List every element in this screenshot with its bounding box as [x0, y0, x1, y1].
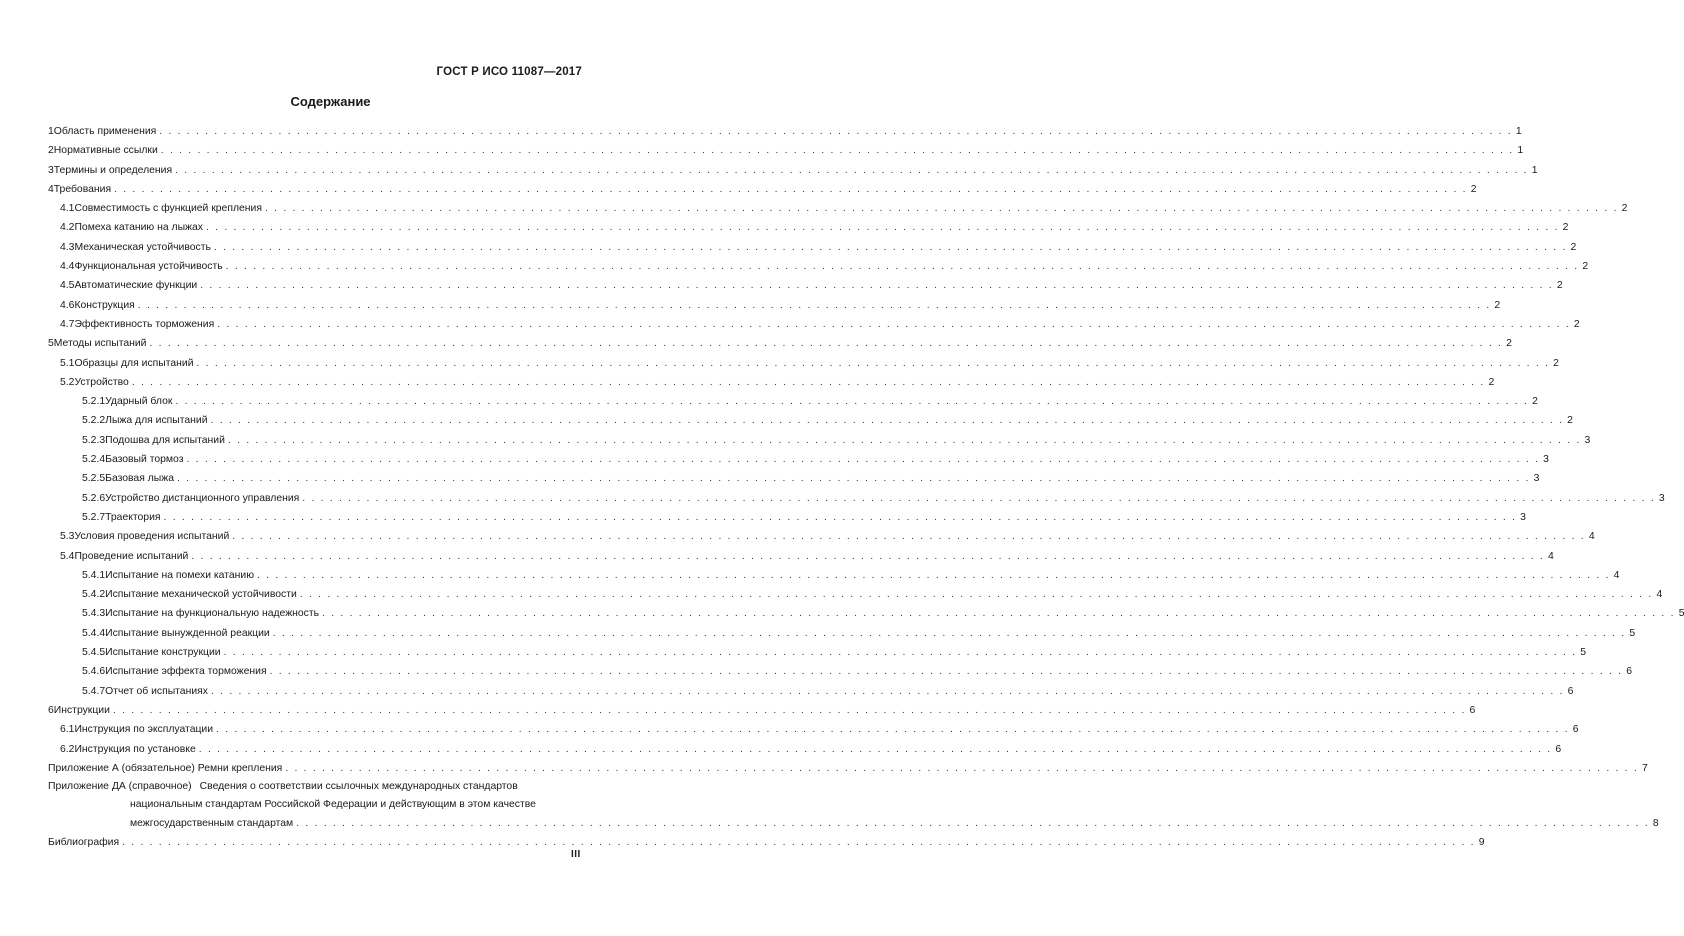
dot-leader [200, 276, 1551, 295]
dot-leader [175, 392, 1526, 411]
toc-entry-number: 4.5 [60, 280, 75, 292]
toc-page-number: 3 [1533, 473, 1540, 485]
appendix-da-last-line [130, 815, 1659, 833]
toc-entry[interactable] [48, 199, 1628, 218]
toc-entry[interactable] [48, 508, 1526, 527]
dot-leader [132, 373, 1483, 392]
toc-entry-label: Базовая лыжа [105, 473, 174, 485]
toc-entry[interactable] [48, 354, 1559, 373]
toc-page-number: 1 [1517, 145, 1524, 157]
toc-entry-label: Базовый тормоз [105, 454, 184, 466]
toc-entry-label: Инструкция по установке [74, 743, 196, 755]
toc-entry-label: Инструкция по эксплуатации [74, 724, 214, 736]
toc-entry-number: 5.2.1 [82, 396, 106, 408]
toc-page-number: 2 [1470, 183, 1477, 195]
document-code: ГОСТ Р ИСО 11087—2017 [436, 66, 582, 78]
toc-entry-label: Подошва для испытаний [105, 434, 225, 446]
toc-entry-bibliography[interactable] [48, 833, 1485, 852]
toc-entry[interactable] [48, 682, 1574, 701]
toc-entry-label: Область применения [53, 126, 157, 137]
toc-entry[interactable] [48, 373, 1495, 392]
toc-entry-number: 5.4.1 [82, 569, 106, 581]
toc-entry-number: 6 [48, 704, 54, 716]
toc-entry-label: Лыжа для испытаний [105, 415, 208, 427]
toc-page-number: 6 [1567, 685, 1574, 697]
page-title: Содержание [290, 94, 371, 109]
toc-entry-label: Приложение А (обязательное) Ремни крепления [48, 762, 283, 774]
toc-entry-label: Испытание вынужденной реакции [105, 627, 270, 639]
dot-leader [211, 411, 1562, 430]
toc-entry[interactable] [48, 296, 1501, 315]
toc-entry-number: 4.7 [60, 318, 75, 330]
toc-entry-number: 6.2 [60, 743, 75, 755]
toc-page-number: 2 [1567, 415, 1573, 427]
dot-leader [175, 161, 1526, 180]
toc-entry-label: Траектория [105, 511, 161, 523]
toc-entry-label: Нормативные ссылки [53, 145, 158, 157]
toc-entry[interactable] [48, 315, 1580, 334]
toc-entry-number: 5.4.6 [82, 666, 106, 678]
toc-page-number: 7 [1641, 762, 1648, 774]
toc-page-number: 6 [1572, 724, 1579, 736]
dot-leader [257, 566, 1608, 585]
dot-leader [302, 489, 1653, 508]
toc-entry-number: 4.6 [60, 299, 75, 311]
dot-leader [228, 431, 1579, 450]
toc-entry[interactable] [48, 276, 1563, 295]
toc-entry[interactable] [48, 662, 1632, 681]
toc-page-number: 1 [1531, 164, 1538, 176]
dot-leader [285, 759, 1636, 778]
toc-entry[interactable] [48, 585, 1663, 604]
footer-page-number: III [571, 849, 581, 860]
toc-entry-number: 4.3 [60, 241, 75, 253]
dot-leader [114, 180, 1465, 199]
toc-page-number: 2 [1556, 280, 1563, 292]
toc-entry-number: 5.1 [60, 357, 75, 369]
toc-entry-number: 1 [48, 126, 54, 137]
toc-appendix-da[interactable] [48, 778, 1659, 833]
toc-page-number: 5 [1678, 608, 1684, 620]
appendix-da-line2: национальным стандартам Российской Федерации и действующим в этом качестве [130, 799, 536, 811]
dot-leader [113, 701, 1464, 720]
table-of-contents [48, 122, 1684, 852]
toc-entry-label: Эффективность торможения [74, 318, 215, 330]
toc-entry-label: Механическая устойчивость [74, 241, 211, 253]
toc-entry-label: Испытание эффекта торможения [105, 666, 267, 678]
dot-leader [217, 315, 1568, 334]
toc-entry-label: Методы испытаний [53, 338, 147, 350]
toc-entry-label: Устройство [74, 376, 129, 388]
toc-page-number: 2 [1488, 376, 1495, 388]
appendix-da-label: Приложение ДА (справочное) [48, 781, 192, 793]
toc-page-number: 3 [1584, 434, 1591, 446]
toc-entry[interactable] [48, 759, 1648, 778]
dot-leader [273, 624, 1624, 643]
appendix-da-line1: Сведения о соответствии ссылочных международных стандартов [199, 781, 518, 793]
toc-entry-number: 5.2.6 [82, 492, 106, 504]
toc-entry-label: Инструкции [53, 704, 110, 716]
dot-leader [122, 833, 1473, 852]
toc-entry-number: 5 [48, 338, 54, 350]
toc-page-number: 3 [1658, 492, 1665, 504]
toc-entry[interactable] [48, 740, 1562, 759]
toc-entry[interactable] [48, 161, 1538, 180]
toc-entry-number: 2 [48, 145, 54, 157]
toc-entry-number: 5.2.4 [82, 454, 106, 466]
toc-entry-label: Устройство дистанционного управления [105, 492, 300, 504]
toc-entry-label: Отчет об испытаниях [105, 685, 208, 697]
toc-page-number: 2 [1532, 396, 1538, 408]
toc-entry[interactable] [48, 547, 1554, 566]
toc-page-number: 6 [1469, 704, 1476, 716]
dot-leader [211, 682, 1562, 701]
dot-leader [216, 720, 1567, 739]
toc-page-number: 2 [1562, 222, 1569, 234]
dot-leader [159, 122, 1510, 141]
toc-entry-label: Образцы для испытаний [74, 357, 194, 369]
toc-entry[interactable] [48, 392, 1538, 411]
toc-entry-number: 5.2.5 [82, 473, 106, 485]
toc-entry-label: Термины и определения [53, 164, 173, 176]
toc-entry-label: Помеха катанию на лыжах [74, 222, 203, 234]
toc-page-number: 1 [1515, 126, 1522, 137]
toc-page-number: 5 [1580, 647, 1587, 659]
dot-leader [177, 469, 1528, 488]
toc-entry-number: 5.2.7 [82, 511, 106, 523]
toc-entry[interactable] [48, 431, 1591, 450]
toc-page-number: 3 [1520, 511, 1526, 523]
toc-page-number: 6 [1626, 666, 1632, 678]
toc-entry[interactable] [48, 469, 1540, 488]
dot-leader [224, 643, 1575, 662]
dot-leader [161, 141, 1512, 160]
toc-entry[interactable] [48, 122, 1522, 141]
toc-entry[interactable] [48, 566, 1620, 585]
toc-entry[interactable] [48, 411, 1573, 430]
dot-leader [197, 354, 1548, 373]
appendix-da-line3: межгосударственным стандартам [130, 817, 294, 829]
toc-entry-label: Функциональная устойчивость [74, 261, 223, 273]
toc-entry-label: Совместимость с функцией крепления [74, 203, 262, 215]
toc-page-number: 4 [1548, 550, 1554, 562]
toc-entry[interactable] [48, 624, 1636, 643]
toc-page-number: 2 [1553, 357, 1559, 369]
toc-page-number: 8 [1652, 817, 1659, 829]
toc-entry-label: Конструкция [74, 299, 135, 311]
toc-entry[interactable] [48, 450, 1549, 469]
toc-entry[interactable] [48, 643, 1587, 662]
toc-entry-number: 5.4.7 [82, 685, 106, 697]
toc-page-number: 2 [1573, 318, 1580, 330]
toc-entry-number: 3 [48, 164, 54, 176]
toc-entry-number: 5.2.2 [82, 415, 106, 427]
toc-entry-label: Проведение испытаний [74, 550, 189, 562]
toc-entry[interactable] [48, 489, 1665, 508]
toc-entry-label: Автоматические функции [74, 280, 198, 292]
toc-entry-label: Требования [53, 183, 112, 195]
dot-leader [265, 199, 1616, 218]
toc-entry[interactable] [48, 238, 1577, 257]
toc-entry-number: 5.4.4 [82, 627, 106, 639]
dot-leader [270, 662, 1621, 681]
toc-entry-label: Испытание конструкции [105, 647, 221, 659]
toc-page-number: 2 [1621, 203, 1628, 215]
dot-leader [226, 257, 1577, 276]
toc-entry-number: 6.1 [60, 724, 75, 736]
dot-leader [296, 815, 1647, 833]
toc-entry-number: 5.4 [60, 550, 75, 562]
dot-leader [149, 334, 1500, 353]
dot-leader [164, 508, 1515, 527]
toc-entry[interactable] [48, 180, 1477, 199]
dot-leader [138, 296, 1489, 315]
dot-leader [199, 740, 1550, 759]
toc-entry-label: Ударный блок [105, 396, 173, 408]
toc-entry-number: 5.4.2 [82, 589, 106, 601]
toc-page-number: 2 [1582, 261, 1589, 273]
toc-entry[interactable] [48, 701, 1476, 720]
toc-entry-number: 5.4.3 [82, 608, 106, 620]
toc-page-number: 2 [1494, 299, 1501, 311]
toc-entry-number: 5.2.3 [82, 434, 106, 446]
dot-leader [232, 527, 1583, 546]
toc-entry[interactable] [48, 141, 1524, 160]
toc-entry-number: 4.1 [60, 203, 75, 215]
toc-entry-label: Библиография [48, 836, 120, 848]
dot-leader [186, 450, 1537, 469]
toc-page-number: 4 [1613, 569, 1620, 581]
toc-page-number: 6 [1555, 743, 1562, 755]
toc-entry-number: 5.2 [60, 376, 75, 388]
toc-entry[interactable] [48, 527, 1595, 546]
dot-leader [206, 218, 1557, 237]
dot-leader [191, 547, 1542, 566]
toc-entry-label: Испытание на помехи катанию [105, 569, 254, 581]
toc-entry[interactable] [48, 218, 1569, 237]
toc-page-number: 2 [1570, 241, 1577, 253]
toc-page-number: 5 [1629, 627, 1636, 639]
toc-page-number: 3 [1543, 454, 1549, 466]
toc-entry[interactable] [48, 720, 1579, 739]
toc-entry-label: Испытание на функциональную надежность [105, 608, 320, 620]
toc-entry[interactable] [48, 257, 1589, 276]
toc-entry-label: Испытание механической устойчивости [105, 589, 297, 601]
toc-page-number: 4 [1656, 589, 1663, 601]
dot-leader [300, 585, 1651, 604]
toc-page-number: 2 [1506, 338, 1512, 350]
toc-page-number: 4 [1588, 531, 1595, 543]
toc-entry-number: 5.3 [60, 531, 75, 543]
toc-entry-number: 4 [48, 183, 54, 195]
toc-entry-label: Условия проведения испытаний [74, 531, 230, 543]
toc-entry-number: 5.4.5 [82, 647, 106, 659]
toc-entry[interactable] [48, 604, 1684, 623]
dot-leader [214, 238, 1565, 257]
toc-entry[interactable] [48, 334, 1512, 353]
toc-page-number: 9 [1478, 836, 1485, 848]
dot-leader [322, 604, 1673, 623]
toc-entry-number: 4.4 [60, 261, 75, 273]
toc-entry-number: 4.2 [60, 222, 75, 234]
